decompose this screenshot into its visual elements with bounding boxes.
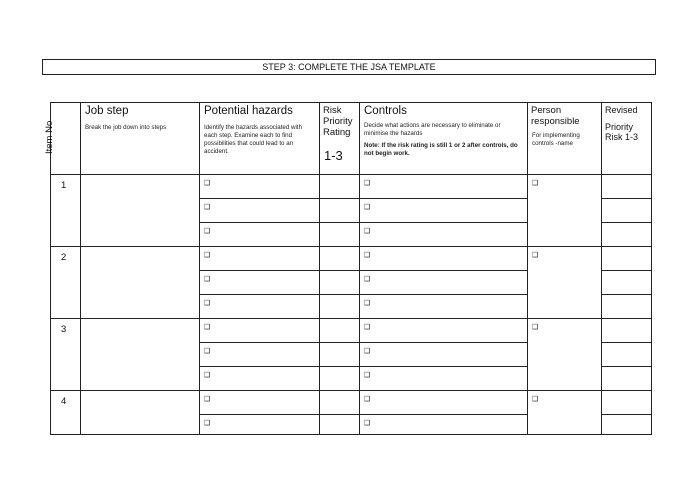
hazards-desc: Identify the hazards associated with each step. Examine each to find possibilities that could lead to an accident. — [204, 124, 303, 155]
table-row — [51, 319, 652, 343]
risk-cell[interactable] — [320, 271, 360, 295]
job-step-desc: Break the job down into steps — [85, 124, 167, 131]
control-cell[interactable] — [360, 271, 528, 295]
checkbox-icon[interactable]: ❑ — [204, 372, 211, 379]
risk-line1: Risk — [323, 105, 342, 116]
header-risk — [320, 103, 360, 175]
header-row — [51, 103, 652, 175]
checkbox-icon[interactable]: ❑ — [364, 396, 371, 403]
item-number-cell — [51, 175, 81, 247]
control-cell[interactable] — [360, 247, 528, 271]
person-cell[interactable] — [528, 319, 602, 391]
checkbox-icon[interactable]: ❑ — [364, 180, 371, 187]
revised-cell[interactable] — [602, 343, 652, 367]
item-number: 1 — [61, 180, 67, 191]
risk-line3: Rating — [323, 127, 351, 138]
table-row — [51, 391, 652, 415]
revised-cell[interactable] — [602, 223, 652, 247]
hazards-title: Potential hazards — [204, 105, 293, 117]
hazard-cell[interactable] — [200, 391, 320, 415]
header-hazards — [200, 103, 320, 175]
revised-cell[interactable] — [602, 199, 652, 223]
control-cell[interactable] — [360, 175, 528, 199]
job-step-cell[interactable] — [81, 175, 200, 247]
control-cell[interactable] — [360, 415, 528, 435]
checkbox-icon[interactable]: ❑ — [364, 228, 371, 235]
risk-cell[interactable] — [320, 391, 360, 415]
controls-note: Note: If the risk rating is still 1 or 2 after controls, do not begin work. — [364, 142, 518, 157]
risk-cell[interactable] — [320, 295, 360, 319]
revised-cell[interactable] — [602, 367, 652, 391]
person-cell[interactable] — [528, 175, 602, 247]
checkbox-icon[interactable]: ❑ — [532, 396, 539, 403]
item-number-cell — [51, 319, 81, 391]
control-cell[interactable] — [360, 223, 528, 247]
risk-range: 1-3 — [324, 148, 343, 163]
revised-cell[interactable] — [602, 319, 652, 343]
checkbox-icon[interactable]: ❑ — [364, 420, 371, 427]
jsa-table — [44, 102, 652, 435]
header-revised — [602, 103, 652, 175]
checkbox-icon[interactable]: ❑ — [204, 228, 211, 235]
controls-title: Controls — [364, 105, 407, 117]
hazard-cell[interactable] — [200, 367, 320, 391]
revised-line3: Risk 1-3 — [605, 132, 639, 142]
item-no-label: Item No — [44, 120, 55, 154]
checkbox-icon[interactable]: ❑ — [204, 324, 211, 331]
hazard-cell[interactable] — [200, 319, 320, 343]
checkbox-icon[interactable]: ❑ — [364, 204, 371, 211]
control-cell[interactable] — [360, 199, 528, 223]
control-cell[interactable] — [360, 343, 528, 367]
revised-cell[interactable] — [602, 175, 652, 199]
revised-line2: Priority — [605, 121, 634, 132]
item-number: 4 — [61, 396, 67, 407]
checkbox-icon[interactable]: ❑ — [204, 396, 211, 403]
job-step-cell[interactable] — [81, 391, 200, 435]
job-step-cell[interactable] — [81, 319, 200, 391]
checkbox-icon[interactable]: ❑ — [364, 372, 371, 379]
risk-cell[interactable] — [320, 175, 360, 199]
header-person — [528, 103, 602, 175]
item-number: 3 — [61, 324, 67, 335]
revised-cell[interactable] — [602, 247, 652, 271]
risk-cell[interactable] — [320, 343, 360, 367]
checkbox-icon[interactable]: ❑ — [532, 180, 539, 187]
item-number-cell — [51, 247, 81, 319]
checkbox-icon[interactable]: ❑ — [204, 180, 211, 187]
risk-cell[interactable] — [320, 319, 360, 343]
control-cell[interactable] — [360, 367, 528, 391]
hazard-cell[interactable] — [200, 295, 320, 319]
controls-desc: Decide what actions are necessary to eliminate or minimise the hazards — [364, 122, 501, 137]
hazard-cell[interactable] — [200, 343, 320, 367]
checkbox-icon[interactable]: ❑ — [532, 252, 539, 259]
person-title-line2: responsible — [531, 116, 580, 127]
control-cell[interactable] — [360, 295, 528, 319]
item-number-cell — [51, 391, 81, 435]
job-step-title: Job step — [85, 105, 129, 117]
person-cell[interactable] — [528, 247, 602, 319]
risk-cell[interactable] — [320, 199, 360, 223]
checkbox-icon[interactable]: ❑ — [364, 324, 371, 331]
hazard-cell[interactable] — [200, 247, 320, 271]
control-cell[interactable] — [360, 319, 528, 343]
revised-cell[interactable] — [602, 415, 652, 435]
person-title-line1: Person — [531, 105, 562, 116]
hazard-cell[interactable] — [200, 271, 320, 295]
hazard-cell[interactable] — [200, 415, 320, 435]
checkbox-icon[interactable]: ❑ — [204, 252, 211, 259]
checkbox-icon[interactable]: ❑ — [364, 348, 371, 355]
table-row — [51, 247, 652, 271]
header-job-step — [81, 103, 200, 175]
risk-line2: Priority — [323, 116, 353, 127]
hazard-cell[interactable] — [200, 223, 320, 247]
revised-cell[interactable] — [602, 271, 652, 295]
hazard-cell[interactable] — [200, 199, 320, 223]
risk-cell[interactable] — [320, 223, 360, 247]
person-cell[interactable] — [528, 391, 602, 435]
control-cell[interactable] — [360, 391, 528, 415]
checkbox-icon[interactable]: ❑ — [532, 324, 539, 331]
checkbox-icon[interactable]: ❑ — [364, 276, 371, 283]
risk-cell[interactable] — [320, 415, 360, 435]
risk-cell[interactable] — [320, 247, 360, 271]
header-controls — [360, 103, 528, 175]
checkbox-icon[interactable]: ❑ — [204, 276, 211, 283]
checkbox-icon[interactable]: ❑ — [364, 300, 371, 307]
step-title: STEP 3: COMPLETE THE JSA TEMPLATE — [42, 59, 656, 75]
hazard-cell[interactable] — [200, 175, 320, 199]
revised-cell[interactable] — [602, 391, 652, 415]
checkbox-icon[interactable]: ❑ — [204, 348, 211, 355]
job-step-cell[interactable] — [81, 247, 200, 319]
person-desc: For implementing controls -name — [532, 132, 580, 147]
item-number: 2 — [61, 252, 67, 263]
checkbox-icon[interactable]: ❑ — [204, 420, 211, 427]
header-item-no — [44, 103, 81, 175]
checkbox-icon[interactable]: ❑ — [204, 300, 211, 307]
revised-cell[interactable] — [602, 295, 652, 319]
risk-cell[interactable] — [320, 367, 360, 391]
revised-line1: Revised — [605, 105, 638, 115]
checkbox-icon[interactable]: ❑ — [204, 204, 211, 211]
table-row — [51, 175, 652, 199]
checkbox-icon[interactable]: ❑ — [364, 252, 371, 259]
